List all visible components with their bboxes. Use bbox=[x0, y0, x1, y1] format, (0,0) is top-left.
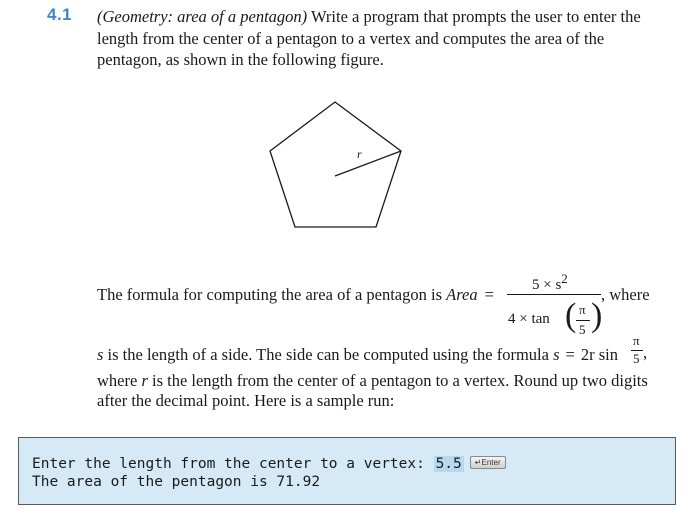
tan-five: 5 bbox=[579, 322, 586, 337]
radius-description-line: where r is the length from the center of a pentagon to a vertex. Round up two digits bbox=[97, 371, 648, 390]
sin-five: 5 bbox=[633, 351, 640, 366]
sin-pi: π bbox=[633, 333, 640, 348]
radius-label: r bbox=[357, 147, 362, 161]
exercise-body: Write a program that prompts the user to enter the length from the center of a pentagon to a vertex and computes the area of the pentagon, as shown in the following figure. bbox=[97, 7, 641, 69]
sample-run-box bbox=[18, 437, 676, 505]
open-paren: ( bbox=[565, 297, 577, 334]
side-formula-line: s is the length of a side. The side can be computed using the formula s = 2r sin bbox=[97, 345, 618, 364]
area-denominator-prefix: 4 × tan bbox=[508, 311, 550, 327]
pentagon-shape bbox=[270, 102, 401, 227]
exercise-topic: (Geometry: area of a pentagon) bbox=[97, 7, 308, 26]
rounding-instruction-line: after the decimal point. Here is a sample run: bbox=[97, 391, 395, 410]
area-fraction-bar bbox=[507, 294, 601, 295]
equals-sign: = bbox=[484, 285, 494, 304]
radius-line bbox=[335, 151, 401, 176]
tan-fraction-bar bbox=[576, 320, 590, 321]
exercise-description bbox=[97, 6, 662, 71]
area-formula-intro: The formula for computing the area of a pentagon is Area = bbox=[97, 285, 494, 304]
close-paren: ) bbox=[591, 297, 603, 334]
exercise-number: 4.1 bbox=[47, 5, 73, 24]
area-numerator: $5 \times s^2$ bbox=[532, 271, 568, 293]
run-output-line: The area of the pentagon is 71.92 bbox=[32, 474, 321, 490]
pentagon-figure bbox=[263, 98, 408, 233]
user-input-value: 5.5 bbox=[435, 456, 462, 472]
tan-pi: π bbox=[579, 302, 586, 317]
run-prompt-line: Enter the length from the center to a vertex: 5.5 ↵Enter bbox=[32, 456, 506, 472]
area-var: Area bbox=[446, 285, 478, 304]
sin-comma: , bbox=[643, 343, 648, 362]
area-formula-tail: , where bbox=[601, 285, 650, 304]
enter-key-icon: ↵Enter bbox=[470, 456, 506, 469]
